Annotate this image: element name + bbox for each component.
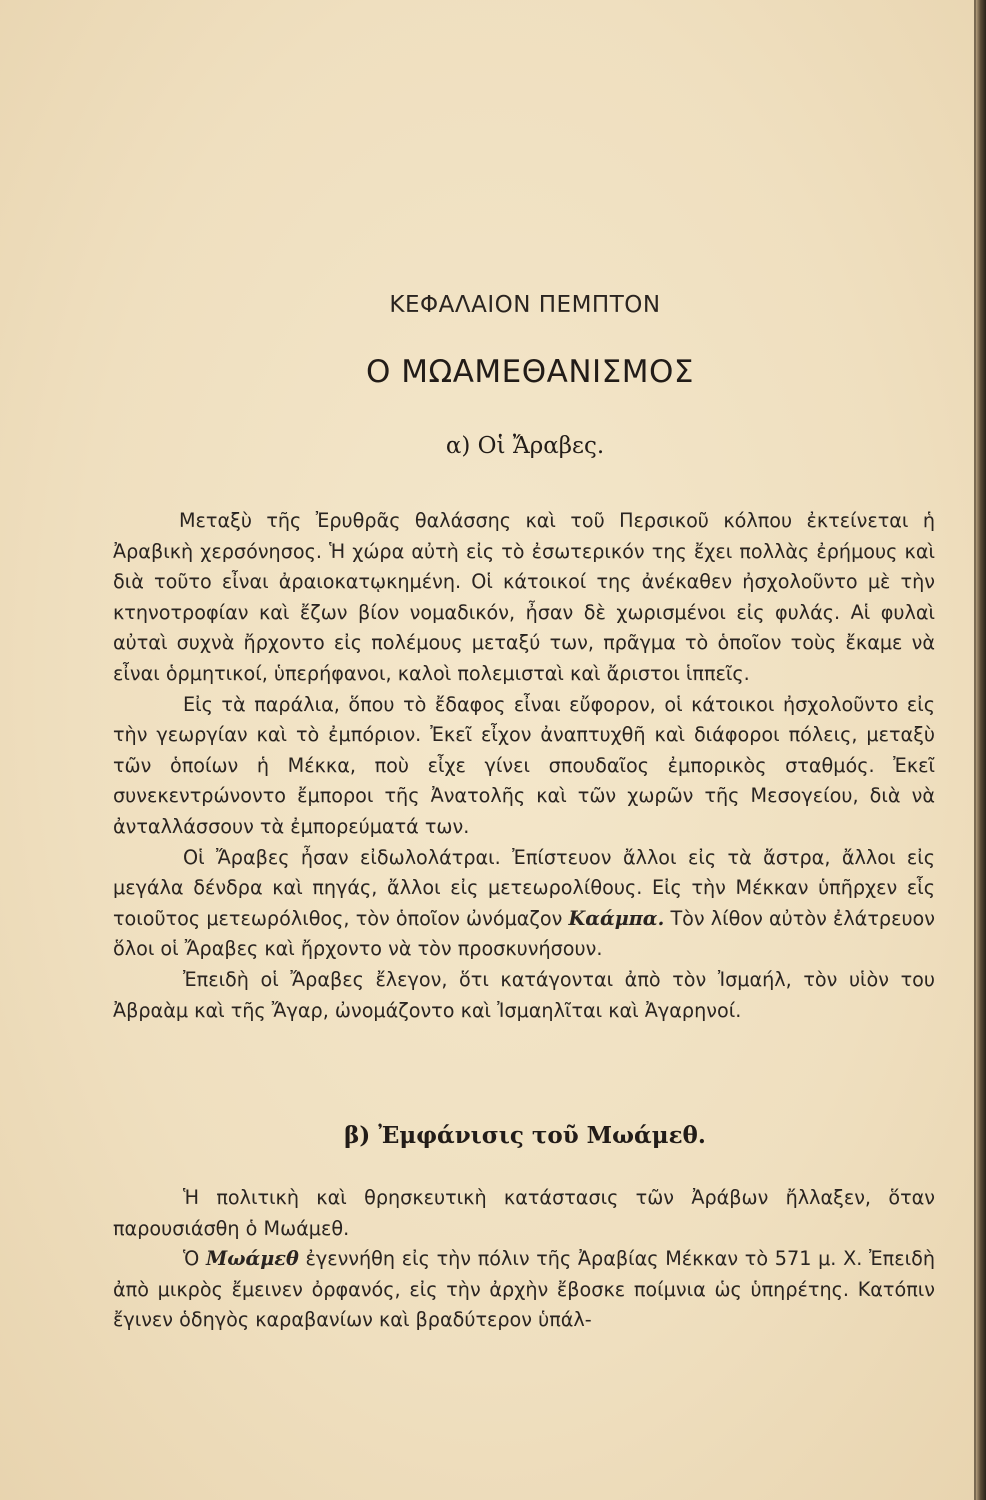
paragraph-muhammad-birth <box>113 1244 935 1336</box>
chapter-title: Ο ΜΩΑΜΕΘΑΝΙΣΜΟΣ <box>366 354 694 390</box>
paragraph-idolatry-end: Τὸν λίθον αὐτὸν ἐλάτρευον ὅλοι οἱ Ἄραβες καὶ ἤρχοντο νὰ τὸν προσκυνήσουν. <box>113 906 935 961</box>
paragraph-idolatry-text: Οἱ Ἄραβες ἦσαν εἰδωλολάτραι. Ἐπίστευον ἄλλοι εἰς τὰ ἄστρα, ἄλλοι εἰς μεγάλα δένδρα καὶ πηγάς, ἄλλοι εἰς μετεωρολίθους. Εἰς τὴν Μέκκαν ὑπῆρχεν εἷς τοιοῦτος μετεωρόλιθος, τὸν ὁποῖον ὠνόμαζον <box>113 845 935 930</box>
page-binding-line <box>974 0 976 1500</box>
paragraph-idolatry <box>113 843 935 965</box>
muhammad-term: Μωάμεθ <box>205 1247 299 1271</box>
kaaba-term: Καάμπα. <box>568 906 665 930</box>
section-a-heading: α) Οἱ Ἄραβες. <box>445 433 605 459</box>
paragraph-muhammad-start: Ὁ <box>183 1247 200 1271</box>
paragraph-political-change: Ἡ πολιτικὴ καὶ θρησκευτικὴ κατάστασις τῶν Ἀράβων ἤλλαξεν, ὅταν παρουσιάσθη ὁ Μωάμεθ. <box>113 1186 935 1240</box>
section-b-heading: β) Ἐμφάνισις τοῦ Μωάμεθ. <box>344 1122 706 1149</box>
paragraph-muhammad-text: ἐγεννήθη εἰς τὴν πόλιν τῆς Ἀραβίας Μέκκαν τὸ 571 μ. Χ. Ἐπειδὴ ἀπὸ μικρὸς ἔμεινεν ὀρφανός, εἰς τὴν ἀρχὴν ἔβοσκε ποίμνια ὡς ὑπηρέτης. Κατόπιν ἔγινεν ὁδηγὸς καραβανίων καὶ βραδύτερον ὑπάλ- <box>113 1247 935 1332</box>
paragraph-ishmaelites: Ἐπειδὴ οἱ Ἄραβες ἔλεγον, ὅτι κατάγονται ἀπὸ τὸν Ἰσμαήλ, τὸν υἱὸν του Ἀβραὰμ καὶ τῆς Ἄγαρ, ὠνομάζοντο καὶ Ἰσμαηλῖται καὶ Ἀγαρηνοί. <box>113 967 935 1022</box>
paragraph-coastal-cities: Εἰς τὰ παράλια, ὅπου τὸ ἔδαφος εἶναι εὔφορον, οἱ κάτοικοι ἠσχολοῦντο εἰς τὴν γεωργίαν καὶ τὸ ἐμπόριον. Ἐκεῖ εἶχον ἀναπτυχθῆ καὶ διάφοροι πόλεις, μεταξὺ τῶν ὁποίων ἡ Μέκκα, ποὺ εἶχε γίνει σπουδαῖος ἐμπορικὸς σταθμός. Ἐκεῖ συνεκεντρώνοντο ἔμποροι τῆς Ἀνατολῆς καὶ τῶν χωρῶν τῆς Μεσογείου, διὰ νὰ ἀνταλλάσσουν τὰ ἐμπορεύματά των. <box>113 692 935 838</box>
section-b-body <box>113 1183 935 1336</box>
chapter-label: ΚΕΦΑΛΑΙΟΝ ΠΕΜΠΤΟΝ <box>389 292 661 318</box>
paragraph-arabian-peninsula: Μεταξὺ τῆς Ἐρυθρᾶς θαλάσσης καὶ τοῦ Περσικοῦ κόλπου ἐκτείνεται ἡ Ἀραβικὴ χερσόνησος. Ἡ χώρα αὐτὴ εἰς τὸ ἐσωτερικόν της ἔχει πολλὰς ἐρήμους καὶ διὰ τοῦτο εἶναι ἀραιοκατῳκημένη. Οἱ κάτοικοί της ἀνέκαθεν ἠσχολοῦντο μὲ τὴν κτηνοτροφίαν καὶ ἔζων βίον νομαδικόν, ἦσαν δὲ χωρισμένοι εἰς φυλάς. Αἱ φυλαὶ αὐταὶ συχνὰ ἤρχοντο εἰς πολέμους μεταξύ των, πρᾶγμα τὸ ὁποῖον τοὺς ἔκαμε νὰ εἶναι ὁρμητικοί, ὑπερήφανοι, καλοὶ πολεμισταὶ καὶ ἄριστοι ἱππεῖς. <box>113 509 935 685</box>
section-a-body <box>113 506 935 1026</box>
